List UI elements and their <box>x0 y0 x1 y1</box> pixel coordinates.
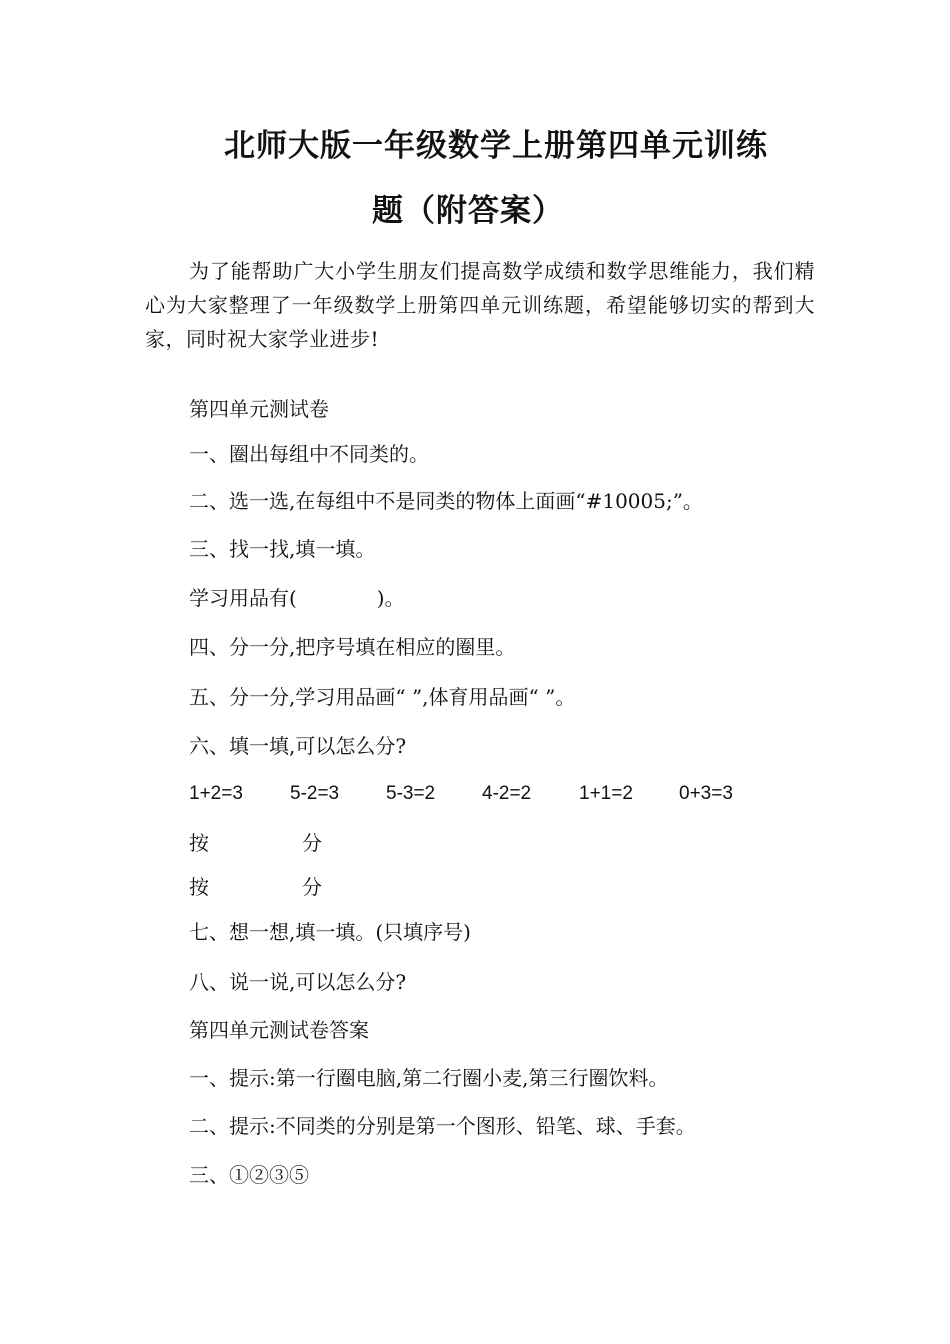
equation: 4-2=2 <box>482 783 532 804</box>
intro-paragraph: 为了能帮助广大小学生朋友们提高数学成绩和数学思维能力，我们精心为大家整理了一年级数学上册第四单元训练题，希望能够切实的帮到大家，同时祝大家学业进步! <box>145 259 815 351</box>
classify-divide-label: 分 <box>302 875 322 899</box>
question-4: 四、分一分,把序号填在相应的圈里。 <box>189 635 516 659</box>
question-8: 八、说一说,可以怎么分? <box>189 970 407 994</box>
equation: 1+2=3 <box>189 783 243 804</box>
classify-by-label: 按 <box>189 875 209 899</box>
document-title-line-2: 题（附答案） <box>372 193 564 229</box>
answers-heading: 第四单元测试卷答案 <box>189 1018 369 1042</box>
equation: 5-3=2 <box>386 783 436 804</box>
document-title-line-1: 北师大版一年级数学上册第四单元训练 <box>224 128 768 164</box>
question-7: 七、想一想,填一填。(只填序号) <box>189 920 471 944</box>
classify-divide-label: 分 <box>302 831 322 855</box>
equation: 5-2=3 <box>290 783 340 804</box>
answer-1: 一、提示:第一行圈电脑,第二行圈小麦,第三行圈饮料。 <box>189 1066 669 1090</box>
question-3-fill: 学习用品有( )。 <box>189 586 405 610</box>
question-2: 二、选一选,在每组中不是同类的物体上面画“#10005;”。 <box>189 489 703 513</box>
question-1: 一、圈出每组中不同类的。 <box>189 442 429 466</box>
classify-by-label: 按 <box>189 831 209 855</box>
test-heading: 第四单元测试卷 <box>189 397 329 421</box>
equation: 1+1=2 <box>579 783 633 804</box>
answer-2: 二、提示:不同类的分别是第一个图形、铅笔、球、手套。 <box>189 1114 696 1138</box>
question-6: 六、填一填,可以怎么分? <box>189 734 407 758</box>
equation: 0+3=3 <box>679 783 733 804</box>
question-3: 三、找一找,填一填。 <box>189 537 376 561</box>
question-5: 五、分一分,学习用品画“ ”,体育用品画“ ”。 <box>189 685 576 709</box>
answer-3: 三、①②③⑤ <box>189 1163 309 1187</box>
